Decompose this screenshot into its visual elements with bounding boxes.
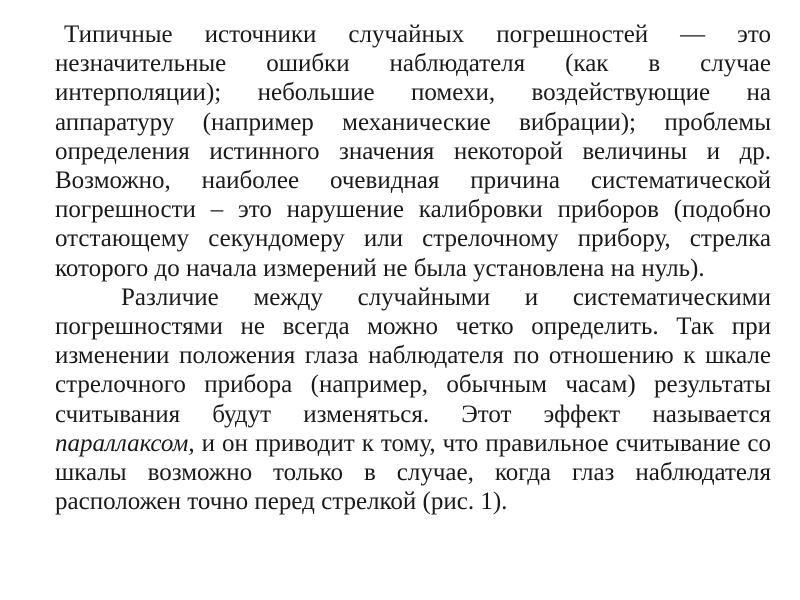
parallax-term: параллаксом <box>55 429 189 457</box>
paragraph-parallax-text-before: Различие между случайными и систематическими погрешностями не всегда можно четко определить. Так при изменении положения глаза наблюдателя по отношению к шкале стрелочного прибора (например, обычным часам) результаты считывания будут изменяться. Этот эффект называется <box>55 283 771 428</box>
paragraph-parallax <box>55 283 771 517</box>
document-page <box>55 20 771 516</box>
paragraph-parallax-text-after: , и он приводит к тому, что правильное считывание со шкалы возможно только в случае, когда глаз наблюдателя расположен точно перед стрелкой (рис. 1). <box>55 429 771 516</box>
paragraph-random-errors: Типичные источники случайных погрешностей — это незначительные ошибки наблюдателя (как в случае интерполяции); небольшие помехи, воздействующие на аппаратуру (например механические вибрации); проблемы определения истинного значения некоторой величины и др. Возможно, наиболее очевидная причина систематической погрешности – это нарушение калибровки приборов (подобно отстающему секундомеру или стрелочному прибору, стрелка которого до начала измерений не была установлена на нуль). <box>55 21 771 282</box>
